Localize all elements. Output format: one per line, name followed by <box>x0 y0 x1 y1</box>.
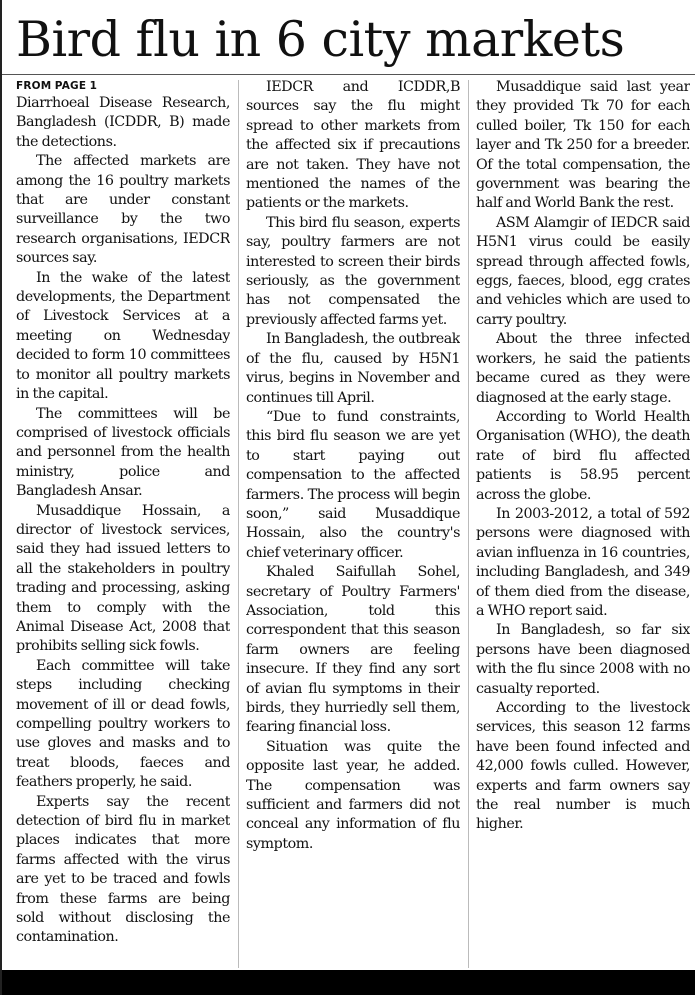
paragraph: ASM Alamgir of IEDCR said H5N1 virus could be easily spread through affected fowls, eggs, faeces, blood, egg crates and vehicles which are used to carry poultry. <box>476 214 690 328</box>
column-1 <box>16 78 230 968</box>
column-divider <box>238 80 239 968</box>
paragraph: Musaddique said last year they provided Tk 70 for each culled boiler, Tk 150 for each layer and Tk 250 for a breeder. Of the total compensation, the government was bearing the half and World Bank the rest. <box>476 79 690 212</box>
paragraph: The committees will be comprised of livestock officials and personnel from the health ministry, police and Bangladesh Ansar. <box>16 405 230 500</box>
paragraph: Situation was quite the opposite last year, he added. The compensation was sufficient and farmers did not conceal any information of flu symptom. <box>246 738 460 852</box>
column-2 <box>246 78 460 968</box>
continuation-kicker: FROM PAGE 1 <box>16 80 98 92</box>
paragraph: “Due to fund constraints, this bird flu season we are yet to start paying out compensation to the affected farmers. The process will begin soon,” said Musaddique Hossain, also the country's chief veterinary officer. <box>246 408 460 561</box>
column-3 <box>476 78 690 968</box>
bottom-bar <box>2 970 695 995</box>
paragraph: In 2003-2012, a total of 592 persons were diagnosed with avian influenza in 16 countries, including Bangladesh, and 349 of them died from the disease, a WHO report said. <box>476 505 690 619</box>
headline-rule <box>2 74 695 75</box>
paragraph: About the three infected workers, he said the patients became cured as they were diagnosed at the early stage. <box>476 331 690 406</box>
paragraph: According to World Health Organisation (WHO), the death rate of bird flu affected patients is 58.95 percent across the globe. <box>476 408 690 503</box>
paragraph: Musaddique Hossain, a director of livestock services, said they had issued letters to all the stakeholders in poultry trading and processing, asking them to comply with the Animal Disease Act, 2008 that prohibits selling sick fowls. <box>16 502 230 655</box>
paragraph: Diarrhoeal Disease Research, Bangladesh (ICDDR, B) made the detections. <box>16 95 230 150</box>
column-divider <box>468 80 469 968</box>
paragraph: The affected markets are among the 16 poultry markets that are under constant surveillance by the two research organisations, IEDCR sources say. <box>16 153 230 267</box>
paragraph: In the wake of the latest developments, the Department of Livestock Services at a meeting on Wednesday decided to form 10 committees to monitor all poultry markets in the capital. <box>16 269 230 403</box>
paragraph: This bird flu season, experts say, poultry farmers are not interested to screen their birds seriously, as the government has not compensated the previously affected farms yet. <box>246 214 460 328</box>
paragraph: In Bangladesh, so far six persons have been diagnosed with the flu since 2008 with no casualty reported. <box>476 622 690 697</box>
paragraph: IEDCR and ICDDR,B sources say the flu might spread to other markets from the affected six if precautions are not taken. They have not mentioned the names of the patients or the markets. <box>246 79 460 212</box>
paragraph: Khaled Saifullah Sohel, secretary of Poultry Farmers' Association, told this correspondent that this season farm owners are feeling insecure. If they find any sort of avian flu symptoms in their birds, they hurriedly sell them, fearing financial loss. <box>246 564 460 736</box>
headline: Bird flu in 6 city markets <box>16 11 625 68</box>
paragraph: Each committee will take steps including checking movement of ill or dead fowls, compelling poultry workers to use gloves and masks and to treat bloods, faeces and feathers properly, he said. <box>16 657 230 791</box>
paragraph: In Bangladesh, the outbreak of the flu, caused by H5N1 virus, begins in November and continues till April. <box>246 331 460 406</box>
paragraph: According to the livestock services, this season 12 farms have been found infected and 42,000 fowls culled. However, experts and farm owners say the real number is much higher. <box>476 700 690 833</box>
paragraph: Experts say the recent detection of bird flu in market places indicates that more farms affected with the virus are yet to be traced and fowls from these farms are being sold without disclosing the contamination. <box>16 793 230 946</box>
